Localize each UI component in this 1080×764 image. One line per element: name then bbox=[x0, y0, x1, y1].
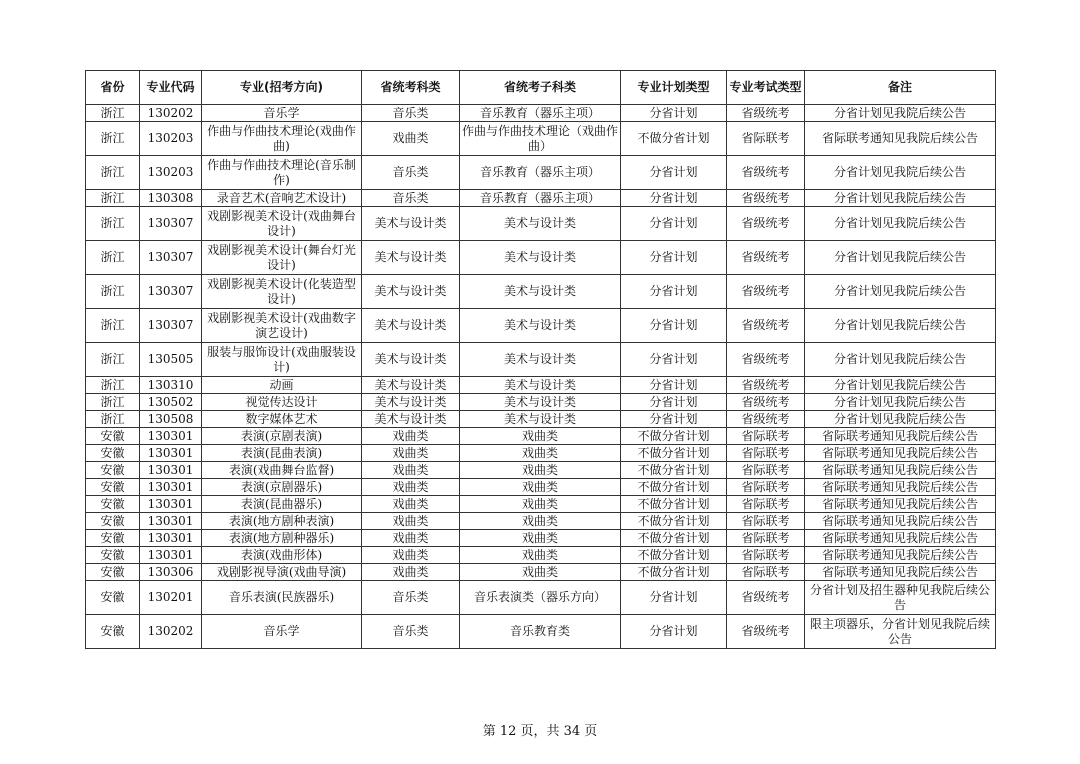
cell-major-code: 130203 bbox=[140, 122, 202, 156]
cell-major-direction: 表演(京剧器乐) bbox=[202, 479, 362, 496]
table-row bbox=[86, 309, 996, 343]
admission-plan-table bbox=[85, 70, 996, 649]
cell-exam-category: 戏曲类 bbox=[362, 547, 460, 564]
cell-plan-type: 分省计划 bbox=[621, 241, 727, 275]
cell-remarks: 分省计划见我院后续公告 bbox=[805, 190, 996, 207]
cell-plan-type: 不做分省计划 bbox=[621, 462, 727, 479]
cell-plan-type: 不做分省计划 bbox=[621, 530, 727, 547]
cell-exam-subcategory: 戏曲类 bbox=[460, 530, 621, 547]
cell-exam-type: 省级统考 bbox=[727, 343, 805, 377]
cell-major-direction: 数字媒体艺术 bbox=[202, 411, 362, 428]
cell-exam-category: 戏曲类 bbox=[362, 564, 460, 581]
cell-major-code: 130301 bbox=[140, 428, 202, 445]
cell-exam-category: 美术与设计类 bbox=[362, 377, 460, 394]
cell-major-code: 130201 bbox=[140, 581, 202, 615]
cell-major-code: 130307 bbox=[140, 207, 202, 241]
cell-remarks: 分省计划见我院后续公告 bbox=[805, 275, 996, 309]
cell-major-code: 130301 bbox=[140, 547, 202, 564]
cell-major-code: 130307 bbox=[140, 241, 202, 275]
cell-province: 安徽 bbox=[86, 462, 140, 479]
cell-exam-subcategory: 美术与设计类 bbox=[460, 241, 621, 275]
cell-exam-type: 省际联考 bbox=[727, 513, 805, 530]
cell-exam-category: 戏曲类 bbox=[362, 479, 460, 496]
cell-remarks: 省际联考通知见我院后续公告 bbox=[805, 496, 996, 513]
cell-major-code: 130203 bbox=[140, 156, 202, 190]
cell-exam-subcategory: 美术与设计类 bbox=[460, 309, 621, 343]
cell-exam-subcategory: 美术与设计类 bbox=[460, 394, 621, 411]
cell-exam-subcategory: 戏曲类 bbox=[460, 547, 621, 564]
cell-major-direction: 表演(京剧表演) bbox=[202, 428, 362, 445]
cell-remarks: 省际联考通知见我院后续公告 bbox=[805, 564, 996, 581]
table-body bbox=[86, 105, 996, 649]
cell-major-direction: 表演(地方剧种器乐) bbox=[202, 530, 362, 547]
table-row bbox=[86, 394, 996, 411]
cell-plan-type: 分省计划 bbox=[621, 156, 727, 190]
cell-remarks: 分省计划见我院后续公告 bbox=[805, 343, 996, 377]
cell-remarks: 分省计划见我院后续公告 bbox=[805, 105, 996, 122]
cell-remarks: 省际联考通知见我院后续公告 bbox=[805, 445, 996, 462]
cell-major-code: 130301 bbox=[140, 496, 202, 513]
header-plan-type: 专业计划类型 bbox=[621, 71, 727, 105]
cell-major-code: 130508 bbox=[140, 411, 202, 428]
cell-exam-type: 省际联考 bbox=[727, 445, 805, 462]
cell-exam-category: 戏曲类 bbox=[362, 462, 460, 479]
cell-exam-type: 省际联考 bbox=[727, 564, 805, 581]
table-row bbox=[86, 122, 996, 156]
cell-major-direction: 音乐学 bbox=[202, 105, 362, 122]
cell-remarks: 省际联考通知见我院后续公告 bbox=[805, 530, 996, 547]
cell-province: 安徽 bbox=[86, 445, 140, 462]
cell-exam-subcategory: 戏曲类 bbox=[460, 496, 621, 513]
cell-province: 浙江 bbox=[86, 343, 140, 377]
table-row bbox=[86, 411, 996, 428]
cell-major-code: 130306 bbox=[140, 564, 202, 581]
cell-major-direction: 音乐学 bbox=[202, 615, 362, 649]
cell-province: 安徽 bbox=[86, 479, 140, 496]
cell-exam-type: 省际联考 bbox=[727, 428, 805, 445]
cell-province: 安徽 bbox=[86, 581, 140, 615]
table-row bbox=[86, 547, 996, 564]
cell-major-direction: 表演(地方剧种表演) bbox=[202, 513, 362, 530]
table-row bbox=[86, 207, 996, 241]
cell-major-direction: 表演(昆曲器乐) bbox=[202, 496, 362, 513]
cell-remarks: 分省计划见我院后续公告 bbox=[805, 241, 996, 275]
header-remarks: 备注 bbox=[805, 71, 996, 105]
table-row bbox=[86, 156, 996, 190]
table-row bbox=[86, 343, 996, 377]
cell-exam-subcategory: 作曲与作曲技术理论（戏曲作曲） bbox=[460, 122, 621, 156]
table-row bbox=[86, 479, 996, 496]
table-row bbox=[86, 496, 996, 513]
cell-remarks: 省际联考通知见我院后续公告 bbox=[805, 428, 996, 445]
cell-exam-type: 省际联考 bbox=[727, 462, 805, 479]
cell-remarks: 分省计划及招生器种见我院后续公告 bbox=[805, 581, 996, 615]
cell-plan-type: 分省计划 bbox=[621, 394, 727, 411]
cell-major-direction: 表演(戏曲形体) bbox=[202, 547, 362, 564]
cell-plan-type: 分省计划 bbox=[621, 581, 727, 615]
table-row bbox=[86, 564, 996, 581]
cell-exam-type: 省级统考 bbox=[727, 190, 805, 207]
cell-major-code: 130202 bbox=[140, 105, 202, 122]
cell-major-code: 130307 bbox=[140, 275, 202, 309]
table-row bbox=[86, 513, 996, 530]
cell-province: 安徽 bbox=[86, 513, 140, 530]
cell-exam-subcategory: 音乐教育（器乐主项） bbox=[460, 105, 621, 122]
cell-exam-type: 省级统考 bbox=[727, 377, 805, 394]
cell-province: 安徽 bbox=[86, 547, 140, 564]
cell-remarks: 省际联考通知见我院后续公告 bbox=[805, 479, 996, 496]
cell-exam-type: 省级统考 bbox=[727, 581, 805, 615]
cell-province: 浙江 bbox=[86, 377, 140, 394]
cell-province: 浙江 bbox=[86, 207, 140, 241]
cell-plan-type: 分省计划 bbox=[621, 343, 727, 377]
cell-remarks: 分省计划见我院后续公告 bbox=[805, 394, 996, 411]
cell-province: 安徽 bbox=[86, 564, 140, 581]
cell-exam-category: 戏曲类 bbox=[362, 122, 460, 156]
cell-major-direction: 录音艺术(音响艺术设计) bbox=[202, 190, 362, 207]
cell-remarks: 分省计划见我院后续公告 bbox=[805, 207, 996, 241]
cell-exam-category: 戏曲类 bbox=[362, 445, 460, 462]
table-header-row bbox=[86, 71, 996, 105]
cell-plan-type: 分省计划 bbox=[621, 309, 727, 343]
cell-exam-category: 戏曲类 bbox=[362, 513, 460, 530]
cell-major-code: 130301 bbox=[140, 479, 202, 496]
cell-major-direction: 作曲与作曲技术理论(音乐制作) bbox=[202, 156, 362, 190]
cell-province: 浙江 bbox=[86, 105, 140, 122]
table-row bbox=[86, 615, 996, 649]
cell-exam-type: 省级统考 bbox=[727, 207, 805, 241]
cell-major-code: 130502 bbox=[140, 394, 202, 411]
cell-major-code: 130301 bbox=[140, 530, 202, 547]
cell-major-code: 130301 bbox=[140, 513, 202, 530]
cell-exam-type: 省级统考 bbox=[727, 309, 805, 343]
cell-plan-type: 不做分省计划 bbox=[621, 513, 727, 530]
cell-province: 浙江 bbox=[86, 156, 140, 190]
table-row bbox=[86, 428, 996, 445]
cell-province: 安徽 bbox=[86, 496, 140, 513]
cell-major-code: 130505 bbox=[140, 343, 202, 377]
cell-exam-subcategory: 美术与设计类 bbox=[460, 377, 621, 394]
cell-exam-type: 省级统考 bbox=[727, 275, 805, 309]
cell-province: 浙江 bbox=[86, 394, 140, 411]
cell-remarks: 限主项器乐，分省计划见我院后续公告 bbox=[805, 615, 996, 649]
cell-major-direction: 戏剧影视美术设计(舞台灯光设计) bbox=[202, 241, 362, 275]
header-major-code: 专业代码 bbox=[140, 71, 202, 105]
cell-province: 安徽 bbox=[86, 615, 140, 649]
cell-exam-type: 省级统考 bbox=[727, 105, 805, 122]
cell-exam-type: 省级统考 bbox=[727, 411, 805, 428]
cell-major-code: 130202 bbox=[140, 615, 202, 649]
table-row bbox=[86, 445, 996, 462]
cell-plan-type: 分省计划 bbox=[621, 615, 727, 649]
cell-exam-category: 音乐类 bbox=[362, 615, 460, 649]
cell-major-direction: 服装与服饰设计(戏曲服装设计) bbox=[202, 343, 362, 377]
cell-exam-subcategory: 戏曲类 bbox=[460, 513, 621, 530]
cell-plan-type: 分省计划 bbox=[621, 207, 727, 241]
header-exam-category: 省统考科类 bbox=[362, 71, 460, 105]
header-exam-type: 专业考试类型 bbox=[727, 71, 805, 105]
cell-remarks: 省际联考通知见我院后续公告 bbox=[805, 462, 996, 479]
cell-major-code: 130307 bbox=[140, 309, 202, 343]
cell-plan-type: 不做分省计划 bbox=[621, 547, 727, 564]
cell-major-direction: 戏剧影视美术设计(戏曲舞台设计) bbox=[202, 207, 362, 241]
cell-exam-subcategory: 戏曲类 bbox=[460, 564, 621, 581]
cell-exam-subcategory: 音乐教育（器乐主项） bbox=[460, 190, 621, 207]
cell-exam-subcategory: 美术与设计类 bbox=[460, 411, 621, 428]
cell-plan-type: 分省计划 bbox=[621, 105, 727, 122]
cell-plan-type: 不做分省计划 bbox=[621, 445, 727, 462]
cell-province: 安徽 bbox=[86, 530, 140, 547]
cell-plan-type: 分省计划 bbox=[621, 411, 727, 428]
cell-exam-category: 美术与设计类 bbox=[362, 411, 460, 428]
cell-remarks: 省际联考通知见我院后续公告 bbox=[805, 547, 996, 564]
cell-exam-category: 美术与设计类 bbox=[362, 309, 460, 343]
cell-remarks: 分省计划见我院后续公告 bbox=[805, 377, 996, 394]
cell-exam-subcategory: 美术与设计类 bbox=[460, 343, 621, 377]
cell-exam-type: 省际联考 bbox=[727, 479, 805, 496]
table-row bbox=[86, 105, 996, 122]
cell-plan-type: 分省计划 bbox=[621, 377, 727, 394]
cell-exam-category: 美术与设计类 bbox=[362, 241, 460, 275]
cell-major-code: 130301 bbox=[140, 462, 202, 479]
cell-exam-category: 音乐类 bbox=[362, 156, 460, 190]
cell-province: 浙江 bbox=[86, 411, 140, 428]
cell-exam-category: 美术与设计类 bbox=[362, 394, 460, 411]
cell-plan-type: 不做分省计划 bbox=[621, 496, 727, 513]
cell-major-direction: 动画 bbox=[202, 377, 362, 394]
cell-remarks: 分省计划见我院后续公告 bbox=[805, 156, 996, 190]
page-number-footer: 第 12 页，共 34 页 bbox=[482, 724, 598, 739]
cell-remarks: 省际联考通知见我院后续公告 bbox=[805, 513, 996, 530]
cell-province: 浙江 bbox=[86, 309, 140, 343]
cell-exam-subcategory: 戏曲类 bbox=[460, 445, 621, 462]
cell-major-direction: 戏剧影视导演(戏曲导演) bbox=[202, 564, 362, 581]
cell-province: 浙江 bbox=[86, 190, 140, 207]
cell-exam-subcategory: 音乐教育（器乐主项） bbox=[460, 156, 621, 190]
table-row bbox=[86, 462, 996, 479]
cell-major-direction: 作曲与作曲技术理论(戏曲作曲) bbox=[202, 122, 362, 156]
cell-exam-category: 美术与设计类 bbox=[362, 275, 460, 309]
cell-exam-subcategory: 音乐教育类 bbox=[460, 615, 621, 649]
cell-exam-category: 戏曲类 bbox=[362, 496, 460, 513]
cell-major-code: 130310 bbox=[140, 377, 202, 394]
cell-exam-category: 美术与设计类 bbox=[362, 207, 460, 241]
table-row bbox=[86, 190, 996, 207]
cell-exam-category: 戏曲类 bbox=[362, 530, 460, 547]
cell-exam-category: 戏曲类 bbox=[362, 428, 460, 445]
table-row bbox=[86, 377, 996, 394]
cell-exam-type: 省际联考 bbox=[727, 496, 805, 513]
cell-exam-category: 音乐类 bbox=[362, 581, 460, 615]
cell-remarks: 分省计划见我院后续公告 bbox=[805, 411, 996, 428]
cell-exam-category: 美术与设计类 bbox=[362, 343, 460, 377]
cell-province: 安徽 bbox=[86, 428, 140, 445]
cell-province: 浙江 bbox=[86, 122, 140, 156]
cell-exam-subcategory: 美术与设计类 bbox=[460, 275, 621, 309]
cell-exam-subcategory: 戏曲类 bbox=[460, 428, 621, 445]
cell-major-direction: 视觉传达设计 bbox=[202, 394, 362, 411]
cell-exam-type: 省级统考 bbox=[727, 394, 805, 411]
cell-exam-type: 省际联考 bbox=[727, 122, 805, 156]
header-exam-subcategory: 省统考子科类 bbox=[460, 71, 621, 105]
cell-major-code: 130308 bbox=[140, 190, 202, 207]
cell-remarks: 分省计划见我院后续公告 bbox=[805, 309, 996, 343]
cell-exam-type: 省级统考 bbox=[727, 156, 805, 190]
cell-exam-subcategory: 音乐表演类（器乐方向） bbox=[460, 581, 621, 615]
cell-province: 浙江 bbox=[86, 241, 140, 275]
cell-plan-type: 分省计划 bbox=[621, 190, 727, 207]
cell-exam-subcategory: 戏曲类 bbox=[460, 462, 621, 479]
cell-exam-subcategory: 美术与设计类 bbox=[460, 207, 621, 241]
header-major-direction: 专业(招考方向) bbox=[202, 71, 362, 105]
cell-exam-type: 省际联考 bbox=[727, 547, 805, 564]
table-row bbox=[86, 241, 996, 275]
cell-major-direction: 表演(戏曲舞台监督) bbox=[202, 462, 362, 479]
cell-plan-type: 不做分省计划 bbox=[621, 564, 727, 581]
cell-major-direction: 表演(昆曲表演) bbox=[202, 445, 362, 462]
header-province: 省份 bbox=[86, 71, 140, 105]
cell-exam-type: 省级统考 bbox=[727, 615, 805, 649]
cell-plan-type: 不做分省计划 bbox=[621, 428, 727, 445]
cell-exam-category: 音乐类 bbox=[362, 105, 460, 122]
cell-major-direction: 音乐表演(民族器乐) bbox=[202, 581, 362, 615]
cell-exam-subcategory: 戏曲类 bbox=[460, 479, 621, 496]
table-row bbox=[86, 275, 996, 309]
cell-exam-category: 音乐类 bbox=[362, 190, 460, 207]
cell-major-direction: 戏剧影视美术设计(戏曲数字演艺设计) bbox=[202, 309, 362, 343]
table-row bbox=[86, 581, 996, 615]
cell-plan-type: 不做分省计划 bbox=[621, 122, 727, 156]
cell-exam-type: 省级统考 bbox=[727, 241, 805, 275]
cell-province: 浙江 bbox=[86, 275, 140, 309]
cell-plan-type: 分省计划 bbox=[621, 275, 727, 309]
cell-plan-type: 不做分省计划 bbox=[621, 479, 727, 496]
cell-major-code: 130301 bbox=[140, 445, 202, 462]
table-row bbox=[86, 530, 996, 547]
cell-major-direction: 戏剧影视美术设计(化装造型设计) bbox=[202, 275, 362, 309]
cell-remarks: 省际联考通知见我院后续公告 bbox=[805, 122, 996, 156]
cell-exam-type: 省际联考 bbox=[727, 530, 805, 547]
